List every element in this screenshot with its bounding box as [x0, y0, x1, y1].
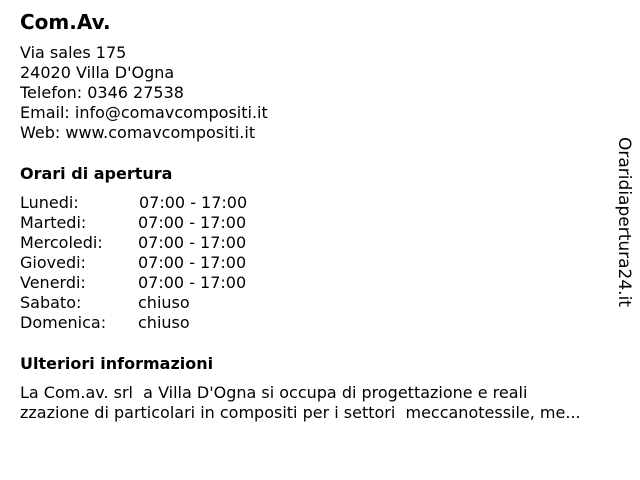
email-line: Email: info@comavcompositi.it	[20, 103, 268, 122]
day-hours: 07:00 - 17:00	[138, 273, 247, 292]
hours-row-saturday	[20, 293, 320, 313]
day-hours: chiuso	[138, 313, 190, 332]
site-watermark: Oraridiapertura24.it	[614, 137, 634, 307]
hours-row-tuesday	[20, 213, 320, 233]
day-hours: chiuso	[138, 293, 190, 312]
day-label: Sabato:	[20, 293, 82, 312]
hours-row-wednesday	[20, 233, 320, 253]
day-label: Mercoledi:	[20, 233, 103, 252]
day-hours: 07:00 - 17:00	[138, 233, 247, 252]
day-label: Domenica:	[20, 313, 107, 332]
hours-row-thursday	[20, 253, 320, 273]
info-heading: Ulteriori informazioni	[20, 354, 214, 373]
day-label: Martedi:	[20, 213, 87, 232]
phone-line: Telefon: 0346 27538	[20, 83, 184, 102]
contact-block	[20, 43, 268, 143]
address-city: 24020 Villa D'Ogna	[20, 63, 175, 82]
day-label: Venerdi:	[20, 273, 86, 292]
hours-heading: Orari di apertura	[20, 164, 173, 183]
day-label: Lunedi:	[20, 193, 79, 212]
day-label: Giovedi:	[20, 253, 86, 272]
info-line: La Com.av. srl a Villa D'Ogna si occupa di progettazione e reali	[20, 383, 528, 402]
hours-table	[20, 193, 320, 333]
address-street: Via sales 175	[20, 43, 127, 62]
web-line: Web: www.comavcompositi.it	[20, 123, 256, 142]
day-hours: 07:00 - 17:00	[139, 193, 248, 212]
info-line: zzazione di particolari in compositi per i settori meccanotessile, me...	[20, 403, 581, 422]
hours-row-monday	[20, 193, 320, 213]
business-name: Com.Av.	[20, 10, 111, 34]
hours-row-friday	[20, 273, 320, 293]
hours-row-sunday	[20, 313, 320, 333]
day-hours: 07:00 - 17:00	[138, 253, 247, 272]
day-hours: 07:00 - 17:00	[138, 213, 247, 232]
info-description	[20, 383, 635, 423]
